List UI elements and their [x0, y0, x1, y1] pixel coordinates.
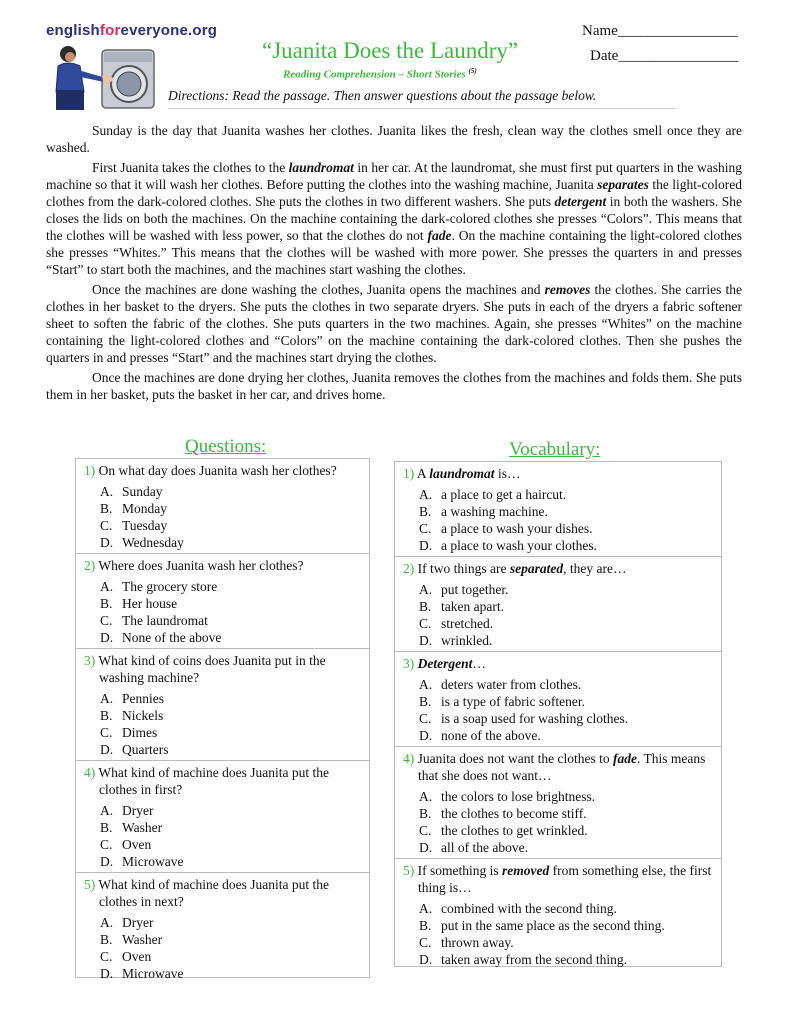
option-letter: B. — [419, 806, 432, 821]
option-text: Dimes — [122, 725, 158, 740]
option-letter: A. — [419, 677, 433, 692]
question-stem — [403, 862, 713, 896]
option-text: Dryer — [122, 915, 154, 930]
answer-option[interactable] — [403, 537, 713, 554]
laundry-woman-illustration — [44, 42, 156, 114]
worksheet-title: “Juanita Does the Laundry” — [262, 38, 519, 63]
option-letter: D. — [419, 952, 433, 967]
question-stem — [403, 560, 713, 577]
option-text: stretched. — [441, 616, 494, 631]
question-number: 2) — [403, 561, 415, 576]
question-item — [76, 554, 369, 649]
text-run: Where does Juanita wash her clothes? — [98, 558, 304, 573]
option-text: is a soap used for washing clothes. — [441, 711, 629, 726]
vocab-word: separated — [509, 561, 564, 576]
option-letter: A. — [419, 582, 433, 597]
option-letter: B. — [419, 918, 432, 933]
option-text: wrinkled. — [441, 633, 493, 648]
text-run: A — [416, 466, 430, 481]
answer-option[interactable] — [84, 483, 361, 500]
option-text: Her house — [122, 596, 178, 611]
site-logo: englishforeveryone.org — [46, 22, 218, 39]
question-item — [76, 459, 369, 554]
vocab-word: Detergent — [417, 656, 473, 671]
option-text: Tuesday — [122, 518, 168, 533]
vocabulary-item — [395, 462, 721, 557]
option-letter: A. — [100, 803, 114, 818]
passage-paragraph — [46, 159, 742, 278]
option-text: all of the above. — [441, 840, 528, 855]
option-text: Quarters — [122, 742, 169, 757]
vocab-word: separates — [597, 177, 649, 192]
option-text: Dryer — [122, 803, 154, 818]
answer-option[interactable] — [84, 965, 361, 982]
option-letter: A. — [100, 484, 114, 499]
answer-option[interactable] — [84, 517, 361, 534]
option-text: a place to wash your dishes. — [441, 521, 593, 536]
option-letter: C. — [419, 521, 432, 536]
option-letter: B. — [100, 820, 113, 835]
option-letter: D. — [419, 538, 433, 553]
answer-option[interactable] — [403, 805, 713, 822]
option-letter: A. — [419, 789, 433, 804]
header-divider — [168, 108, 676, 109]
answer-option[interactable] — [403, 693, 713, 710]
question-number: 5) — [84, 877, 96, 892]
question-item — [76, 873, 369, 984]
option-text: The laundromat — [122, 613, 208, 628]
option-letter: C. — [100, 949, 113, 964]
option-letter: B. — [100, 501, 113, 516]
vocab-word: detergent — [554, 194, 607, 209]
option-letter: D. — [100, 854, 114, 869]
option-letter: B. — [100, 596, 113, 611]
option-letter: C. — [100, 837, 113, 852]
text-run: Once the machines are done washing the clothes, Juanita opens the machines and — [92, 282, 545, 297]
text-run: First Juanita takes the clothes to the — [92, 160, 289, 175]
name-field: Name________________ — [582, 23, 738, 39]
answer-option[interactable] — [84, 724, 361, 741]
questions-box — [75, 458, 370, 981]
option-letter: D. — [100, 742, 114, 757]
option-text: none of the above. — [441, 728, 541, 743]
option-letter: A. — [419, 487, 433, 502]
option-letter: C. — [100, 518, 113, 533]
vocabulary-heading: Vocabulary: — [509, 439, 601, 460]
text-run: from something else, the first thing is… — [418, 863, 712, 895]
option-text: a place to wash your clothes. — [441, 538, 597, 553]
answer-option[interactable] — [403, 822, 713, 839]
answer-option[interactable] — [403, 917, 713, 934]
answer-option[interactable] — [403, 788, 713, 805]
answer-option[interactable] — [84, 612, 361, 629]
option-text: the clothes to become stiff. — [441, 806, 587, 821]
answer-option[interactable] — [84, 914, 361, 931]
option-text: is a type of fabric softener. — [441, 694, 585, 709]
option-letter: B. — [100, 932, 113, 947]
text-run: the light-colored clothes from the dark-colored clothes. She puts the clothes in two different washers. She puts — [46, 177, 742, 209]
option-text: thrown away. — [441, 935, 514, 950]
option-text: Monday — [122, 501, 167, 516]
option-letter: C. — [419, 935, 432, 950]
option-text: the colors to lose brightness. — [441, 789, 596, 804]
text-run: What kind of machine does Juanita put the clothes in first? — [98, 765, 329, 797]
answer-option[interactable] — [84, 500, 361, 517]
answer-option[interactable] — [403, 615, 713, 632]
option-text: a washing machine. — [441, 504, 548, 519]
question-stem — [84, 462, 361, 479]
option-text: Washer — [122, 820, 163, 835]
question-stem — [84, 652, 361, 686]
answer-option[interactable] — [84, 853, 361, 870]
text-run: , they are… — [563, 561, 627, 576]
option-text: the clothes to get wrinkled. — [441, 823, 588, 838]
option-letter: C. — [419, 711, 432, 726]
question-number: 1) — [84, 463, 96, 478]
text-run: What kind of coins does Juanita put in the washing machine? — [98, 653, 326, 685]
question-number: 4) — [84, 765, 96, 780]
answer-option[interactable] — [403, 486, 713, 503]
question-stem — [403, 465, 713, 482]
answer-option[interactable] — [403, 951, 713, 968]
option-text: combined with the second thing. — [441, 901, 617, 916]
answer-option[interactable] — [403, 520, 713, 537]
option-letter: C. — [100, 613, 113, 628]
answer-option[interactable] — [403, 839, 713, 856]
subtitle-number: (5) — [468, 67, 477, 75]
answer-option[interactable] — [403, 900, 713, 917]
option-letter: D. — [100, 535, 114, 550]
reading-passage — [46, 122, 742, 406]
text-run: … — [472, 656, 486, 671]
option-letter: C. — [419, 823, 432, 838]
option-text: None of the above — [122, 630, 222, 645]
directions: Directions: Read the passage. Then answer questions about the passage below. — [168, 88, 597, 103]
vocabulary-item — [395, 747, 721, 859]
question-stem — [84, 876, 361, 910]
option-letter: A. — [100, 691, 114, 706]
answer-option[interactable] — [84, 741, 361, 758]
answer-option[interactable] — [84, 802, 361, 819]
passage-paragraph — [46, 369, 742, 403]
text-run: . On the machine containing the light-colored clothes she presses “Whites.” This means that the clothes will be washed with more power. She presses the quarters in and presses “Start” to start both the machines, and the machines start washing the clothes. — [46, 228, 743, 277]
option-text: Microwave — [122, 854, 184, 869]
questions-heading: Questions: — [185, 436, 267, 457]
option-text: Wednesday — [122, 535, 184, 550]
option-letter: D. — [419, 840, 433, 855]
answer-option[interactable] — [403, 632, 713, 649]
option-letter: A. — [100, 915, 114, 930]
text-run: What kind of machine does Juanita put the clothes in next? — [98, 877, 329, 909]
answer-option[interactable] — [84, 836, 361, 853]
answer-option[interactable] — [403, 727, 713, 744]
answer-option[interactable] — [84, 595, 361, 612]
vocab-word: removed — [502, 863, 550, 878]
option-letter: D. — [100, 630, 114, 645]
question-number: 1) — [403, 466, 415, 481]
text-run: Juanita does not want the clothes to — [417, 751, 613, 766]
question-number: 2) — [84, 558, 96, 573]
option-letter: D. — [419, 728, 433, 743]
option-text: Oven — [122, 837, 152, 852]
question-item — [76, 649, 369, 761]
option-letter: B. — [100, 708, 113, 723]
option-text: Pennies — [122, 691, 164, 706]
answer-option[interactable] — [84, 534, 361, 551]
option-letter: C. — [419, 616, 432, 631]
answer-option[interactable] — [403, 934, 713, 951]
answer-option[interactable] — [84, 629, 361, 646]
text-run: If two things are — [417, 561, 510, 576]
option-text: The grocery store — [122, 579, 218, 594]
option-letter: A. — [419, 901, 433, 916]
option-text: put together. — [441, 582, 509, 597]
answer-option[interactable] — [84, 707, 361, 724]
option-letter: A. — [100, 579, 114, 594]
text-run: Sunday is the day that Juanita washes her clothes. Juanita likes the fresh, clean way the clothes smell once they are washed. — [46, 123, 742, 155]
text-run: . This means that she does not want… — [418, 751, 706, 783]
option-text: Microwave — [122, 966, 184, 981]
date-field: Date________________ — [590, 48, 739, 64]
answer-option[interactable] — [84, 819, 361, 836]
vocab-word: laundromat — [288, 160, 354, 175]
vocab-word: laundromat — [429, 466, 495, 481]
text-run: in both the washers. She closes the lids on both the machines. On the machine containing the dark-colored clothes she presses “Colors”. This means that the clothes will be washed with less power, so that the clothes do not — [46, 194, 742, 243]
vocabulary-item — [395, 557, 721, 652]
question-stem — [403, 750, 713, 784]
question-number: 3) — [84, 653, 96, 668]
question-number: 3) — [403, 656, 415, 671]
text-run: On what day does Juanita wash her clothes? — [98, 463, 337, 478]
question-stem — [84, 764, 361, 798]
text-run: If something is — [417, 863, 502, 878]
option-letter: B. — [419, 504, 432, 519]
option-letter: D. — [100, 966, 114, 981]
question-number: 4) — [403, 751, 415, 766]
passage-paragraph — [46, 281, 742, 366]
answer-option[interactable] — [403, 710, 713, 727]
option-text: Nickels — [122, 708, 164, 723]
answer-option[interactable] — [84, 578, 361, 595]
option-text: a place to get a haircut. — [441, 487, 567, 502]
answer-option[interactable] — [403, 598, 713, 615]
option-letter: D. — [419, 633, 433, 648]
answer-option[interactable] — [84, 690, 361, 707]
vocabulary-item — [395, 652, 721, 747]
option-letter: B. — [419, 694, 432, 709]
answer-option[interactable] — [403, 676, 713, 693]
option-text: taken away from the second thing. — [441, 952, 627, 967]
option-text: Washer — [122, 932, 163, 947]
option-text: Sunday — [122, 484, 163, 499]
option-text: Oven — [122, 949, 152, 964]
vocabulary-item — [395, 859, 721, 970]
option-letter: B. — [419, 599, 432, 614]
vocab-word: removes — [544, 282, 591, 297]
option-text: taken apart. — [441, 599, 504, 614]
answer-option[interactable] — [84, 931, 361, 948]
option-text: put in the same place as the second thing. — [441, 918, 665, 933]
option-text: deters water from clothes. — [441, 677, 582, 692]
vocab-word: fade — [612, 751, 637, 766]
answer-option[interactable] — [403, 581, 713, 598]
text-run: is… — [494, 466, 521, 481]
question-stem — [403, 655, 713, 672]
question-item — [76, 761, 369, 873]
worksheet-subtitle: Reading Comprehension – Short Stories $^{(5)}$ — [283, 67, 477, 81]
vocab-word: fade — [427, 228, 452, 243]
answer-option[interactable] — [84, 948, 361, 965]
text-run: Once the machines are done drying her clothes, Juanita removes the clothes from the machines and folds them. She puts them in her basket, puts the basket in her car, and drives home. — [46, 370, 742, 402]
vocabulary-box — [394, 461, 722, 967]
question-stem — [84, 557, 361, 574]
answer-option[interactable] — [403, 503, 713, 520]
question-number: 5) — [403, 863, 415, 878]
passage-paragraph — [46, 122, 742, 156]
text-run: in her car. At the laundromat, she must first put quarters in the washing machine so that it will wash her clothes. Before putting the clothes into the washing machine, Juanita — [46, 160, 742, 192]
text-run: the clothes. She carries the clothes in her basket to the dryers. She puts the clothes in two separate dryers. She puts in each of the dryers a fabric softener sheet to soften the fabric of the clothes. She puts quarters in the two machines. Again, she presses “Whites” on the machine containing the light-colored clothes and “Colors” on the machine containing the dark-colored clothes. Then she pushes the quarters in and presses “Start” and the machines start drying the clothes. — [46, 282, 743, 365]
option-letter: C. — [100, 725, 113, 740]
